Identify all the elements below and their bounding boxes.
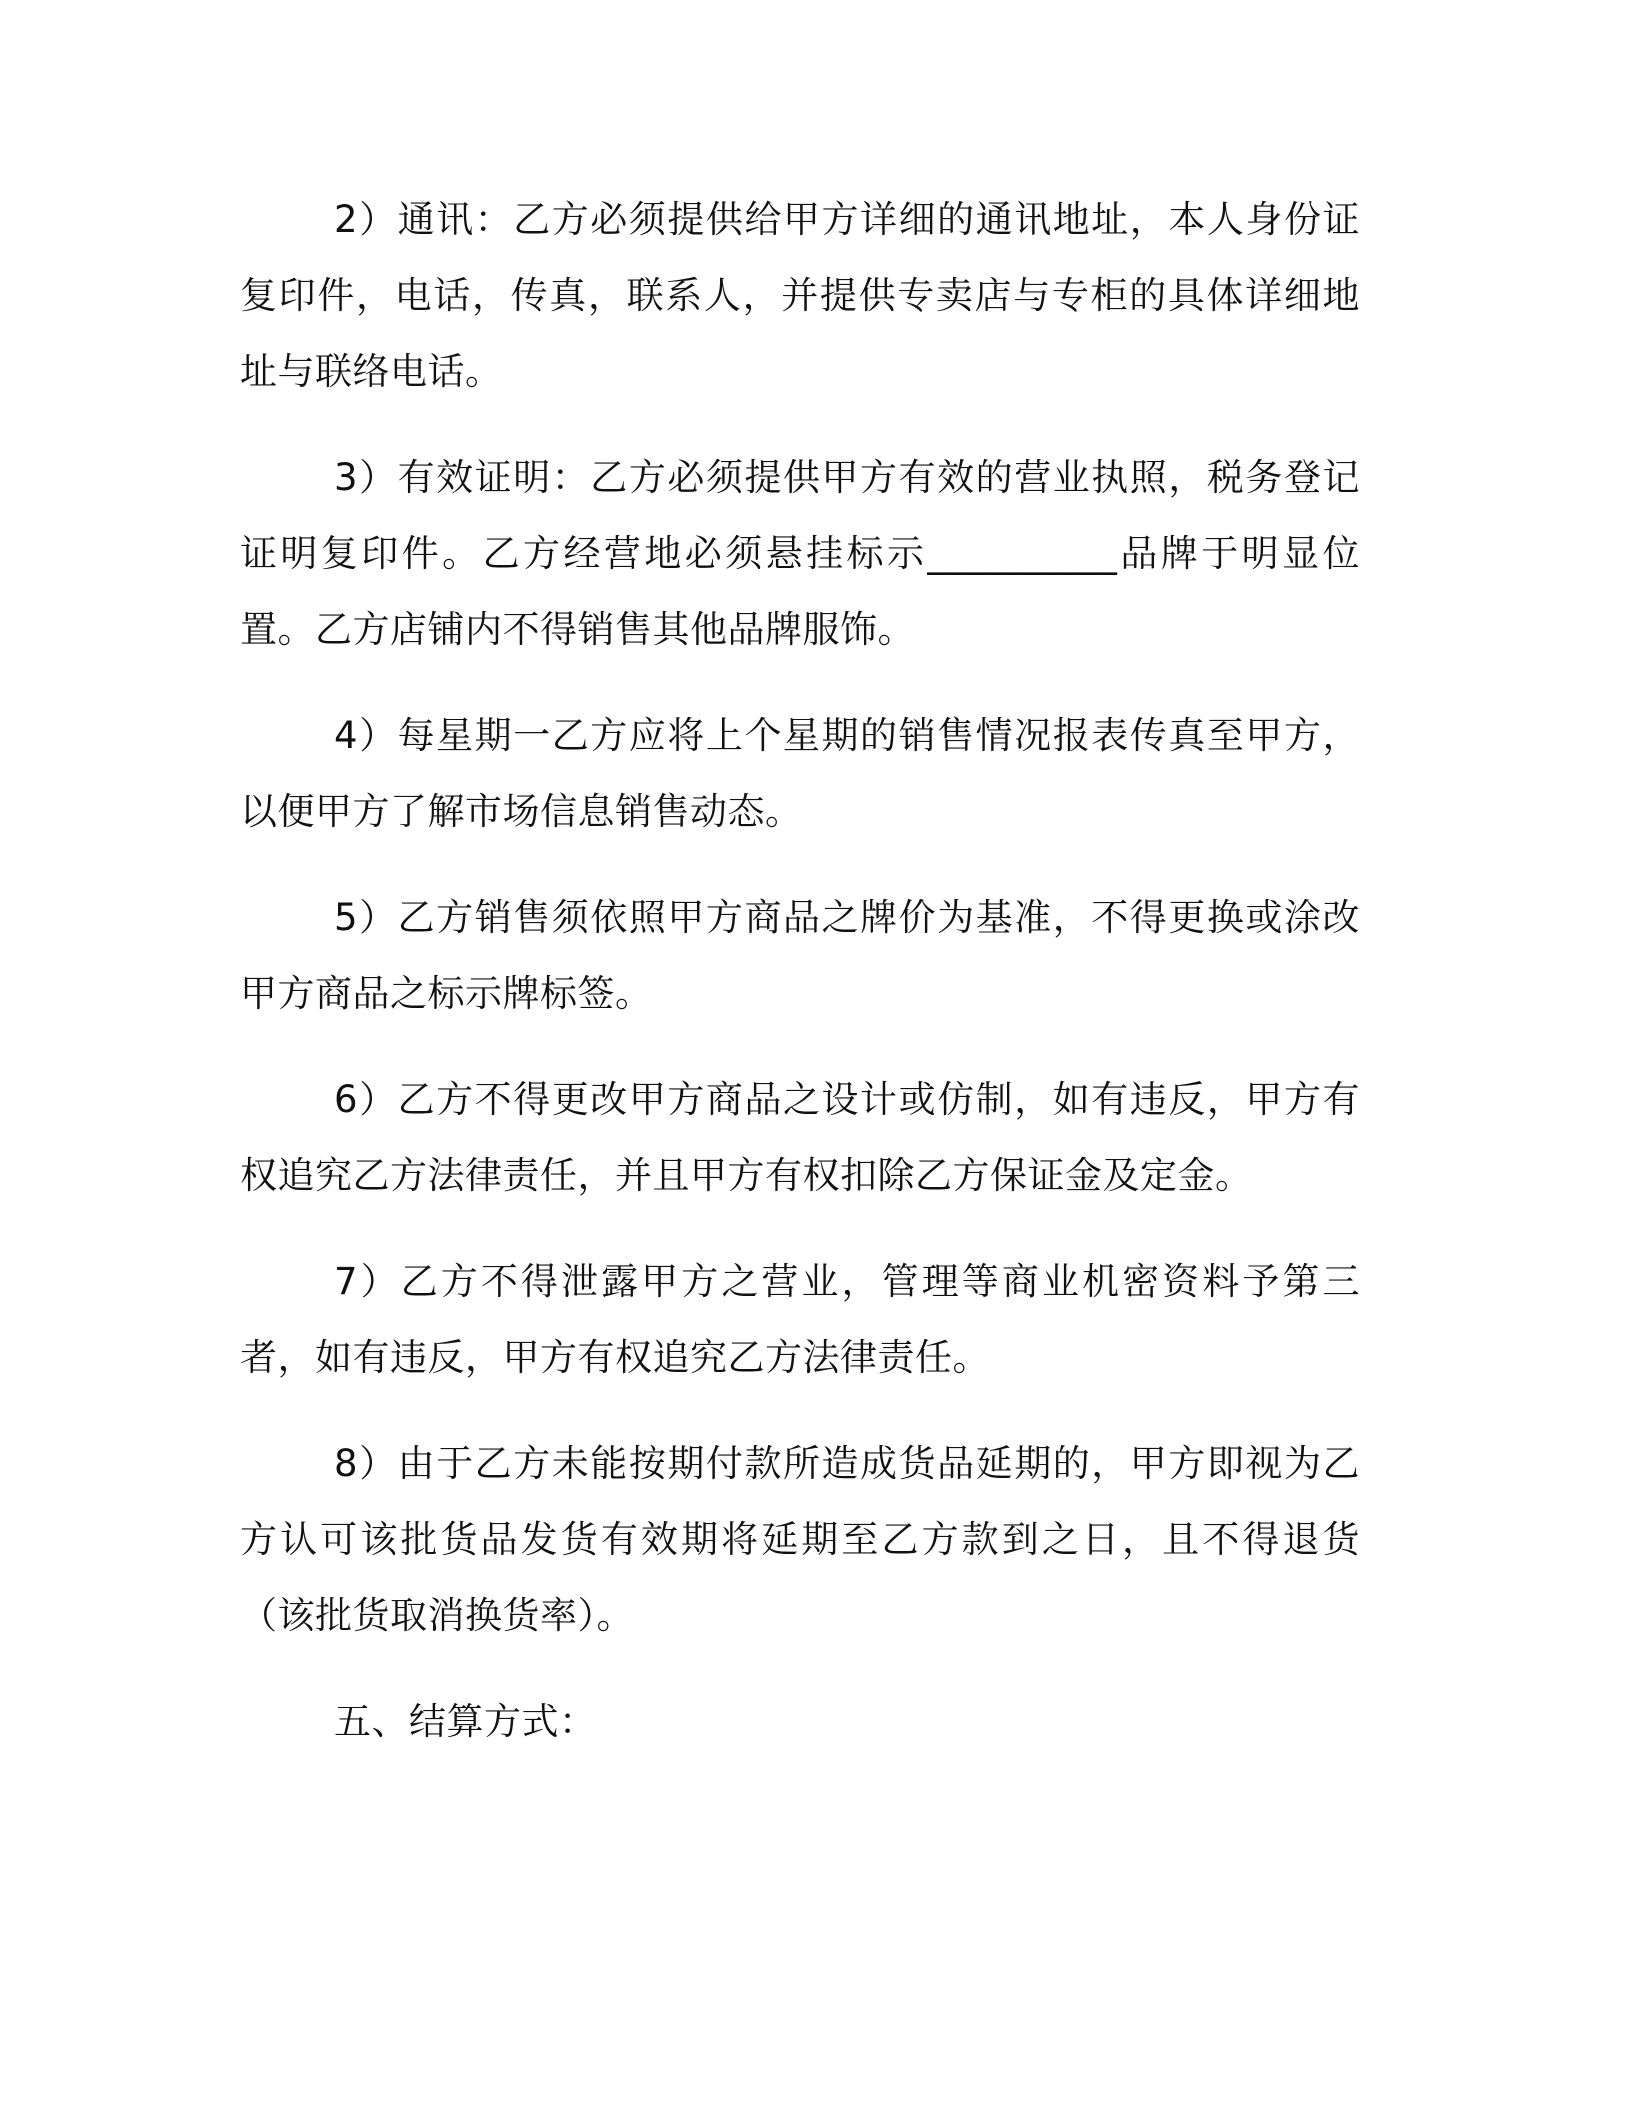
clause-7-confidentiality: 7）乙方不得泄露甲方之营业，管理等商业机密资料予第三者，如有违反，甲方有权追究乙方法律责任。 (240, 1260, 1360, 1379)
clause-8-payment-delay: 8）由于乙方未能按期付款所造成货品延期的，甲方即视为乙方认可该批货品发货有效期将延期至乙方款到之日，且不得退货（该批货取消换货率）。 (240, 1442, 1360, 1637)
clause-5-pricing: 5）乙方销售须依照甲方商品之牌价为基准，不得更换或涂改甲方商品之标示牌标签。 (240, 896, 1360, 1015)
clause-2-communication: 2）通讯：乙方必须提供给甲方详细的通讯地址，本人身份证复印件，电话，传真，联系人，并提供专卖店与专柜的具体详细地址与联络电话。 (240, 198, 1360, 393)
clause-3-valid-proof: 3）有效证明：乙方必须提供甲方有效的营业执照，税务登记证明复印件。乙方经营地必须悬挂标示__________品牌于明显位置。乙方店铺内不得销售其他品牌服饰。 (240, 456, 1360, 651)
document-body (240, 182, 1360, 1760)
section-heading-settlement: 五、结算方式： (334, 1700, 597, 1743)
clause-4-weekly-report: 4）每星期一乙方应将上个星期的销售情况报表传真至甲方，以便甲方了解市场信息销售动态。 (240, 714, 1360, 833)
clause-6-design: 6）乙方不得更改甲方商品之设计或仿制，如有违反，甲方有权追究乙方法律责任，并且甲方有权扣除乙方保证金及定金。 (240, 1078, 1360, 1197)
